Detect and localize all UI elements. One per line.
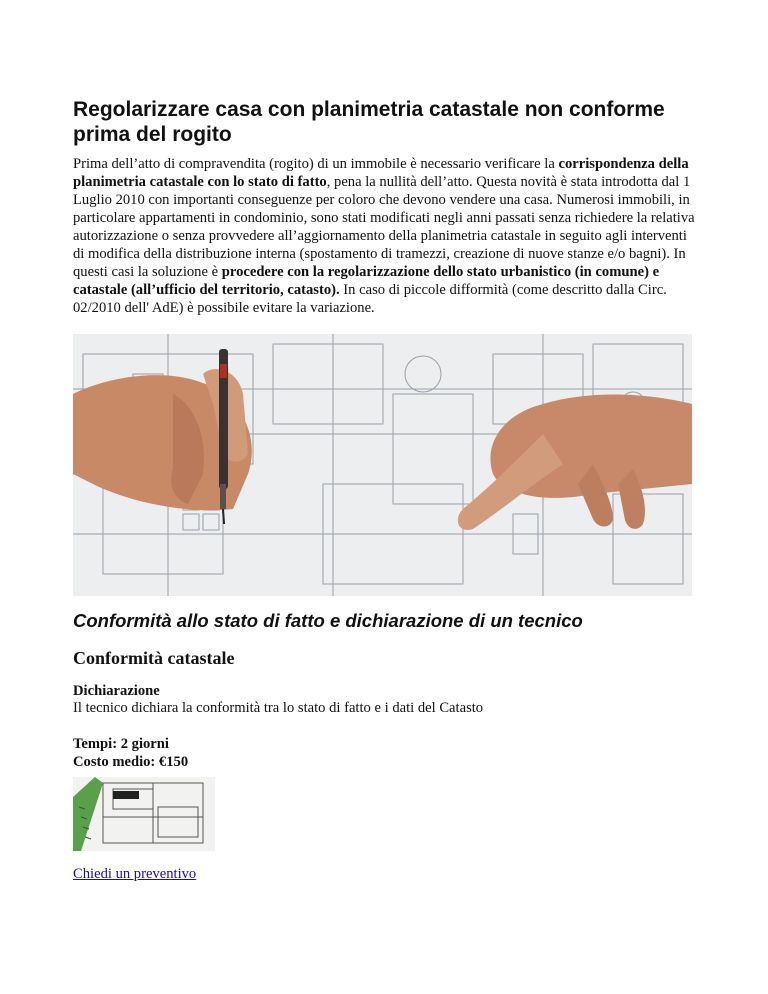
service-title: Conformità catastale	[73, 648, 235, 668]
request-quote-link[interactable]: Chiedi un preventivo	[73, 866, 197, 882]
time-estimate: Tempi: 2 giorni	[73, 736, 169, 752]
average-cost: Costo medio: €150	[73, 754, 189, 770]
declaration-text: Il tecnico dichiara la conformità tra lo stato di fatto e i dati del Catasto	[73, 700, 484, 716]
page-title: Regolarizzare casa con planimetria catastale non conforme prima del rogito	[73, 98, 665, 146]
intro-paragraph	[73, 155, 698, 317]
thumbnail-blueprint-ruler	[73, 777, 215, 851]
hero-image-blueprint-hands	[73, 334, 692, 596]
intro-text-1: Prima dell’atto di compravendita (rogito) di un immobile è necessario verificare la	[73, 156, 559, 172]
section-title: Conformità allo stato di fatto e dichiarazione di un tecnico	[73, 610, 583, 631]
intro-text-2: , pena la nullità dell’atto. Questa novità è stata introdotta dal 1 Luglio 2010 con importanti conseguenze per coloro che devono vendere una casa. Numerosi immobili, in particolare appartamenti in condominio, sono stati modificati negli anni passati senza richiedere la relativa autorizzazione o senza provvedere all’aggiornamento della planimetria catastale in seguito agli interventi di modifica della distribuzione interna (spostamento di tramezzi, creazione di nuove stanze e/o bagni). In questi casi la soluzione è	[73, 174, 695, 280]
declaration-label: Dichiarazione	[73, 683, 160, 699]
intro-text-3: In caso di piccole difformità (come descritto dalla Circ. 02/2010 dell' AdE) è possibile evitare la variazione.	[73, 282, 667, 316]
intro-bold-1: corrispondenza della planimetria catastale con lo stato di fatto	[73, 156, 689, 190]
intro-bold-2: procedere con la regolarizzazione dello stato urbanistico (in comune) e catastale (all’ufficio del territorio, catasto).	[73, 264, 660, 298]
